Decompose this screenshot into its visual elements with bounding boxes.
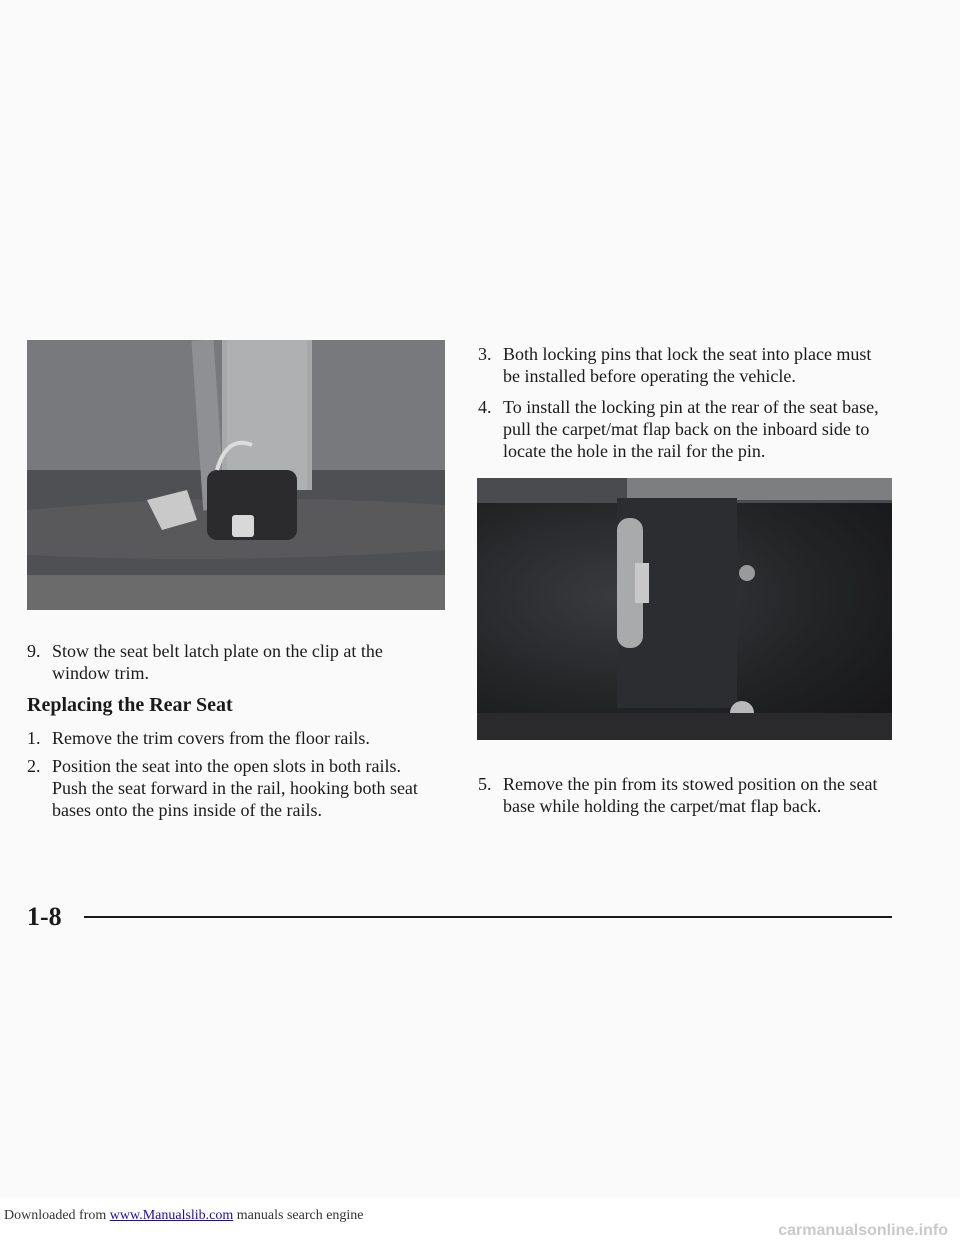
- step-number: 1.: [27, 728, 41, 748]
- step-text-line: be installed before operating the vehicle.: [503, 366, 796, 386]
- step-3: [478, 343, 898, 389]
- step-text-line: Push the seat forward in the rail, hooking both seat: [52, 778, 418, 798]
- step-2: [27, 755, 457, 823]
- step-text-line: locate the hole in the rail for the pin.: [503, 441, 766, 461]
- step-text-line: To install the locking pin at the rear of the seat base,: [503, 397, 879, 417]
- step-text-line: window trim.: [52, 663, 149, 683]
- seat-belt-latch-illustration: [27, 340, 445, 610]
- watermark: carmanualsonline.info: [778, 1222, 948, 1239]
- step-text-line: pull the carpet/mat flap back on the inboard side to: [503, 419, 870, 439]
- step-9: [27, 640, 447, 686]
- footer-prefix: Downloaded from: [4, 1208, 110, 1223]
- page-number: 1-8: [27, 902, 62, 931]
- locking-pin-photo: [477, 478, 892, 740]
- manualslib-link[interactable]: www.Manualslib.com: [109, 1208, 234, 1223]
- step-text-line: Stow the seat belt latch plate on the clip at the: [52, 641, 383, 661]
- step-text-line: bases onto the pins inside of the rails.: [52, 800, 322, 820]
- step-number: 3.: [478, 344, 492, 364]
- step-text-line: Remove the trim covers from the floor rails.: [52, 728, 370, 748]
- step-number: 5.: [478, 774, 492, 794]
- footer-suffix: manuals search engine: [233, 1208, 364, 1223]
- step-number: 9.: [27, 641, 41, 661]
- step-5: [478, 773, 898, 819]
- section-heading: Replacing the Rear Seat: [27, 694, 233, 716]
- step-4: [478, 396, 908, 464]
- footer-rule: [84, 916, 892, 918]
- locking-pin-illustration: [477, 478, 892, 740]
- step-number: 2.: [27, 756, 41, 776]
- step-text-line: Position the seat into the open slots in both rails.: [52, 756, 401, 776]
- seat-belt-latch-photo: [27, 340, 445, 610]
- step-text-line: Both locking pins that lock the seat into place must: [503, 344, 872, 364]
- step-number: 4.: [478, 397, 492, 417]
- step-1: [27, 727, 447, 751]
- step-text-line: Remove the pin from its stowed position on the seat: [503, 774, 878, 794]
- step-text-line: base while holding the carpet/mat flap back.: [503, 796, 822, 816]
